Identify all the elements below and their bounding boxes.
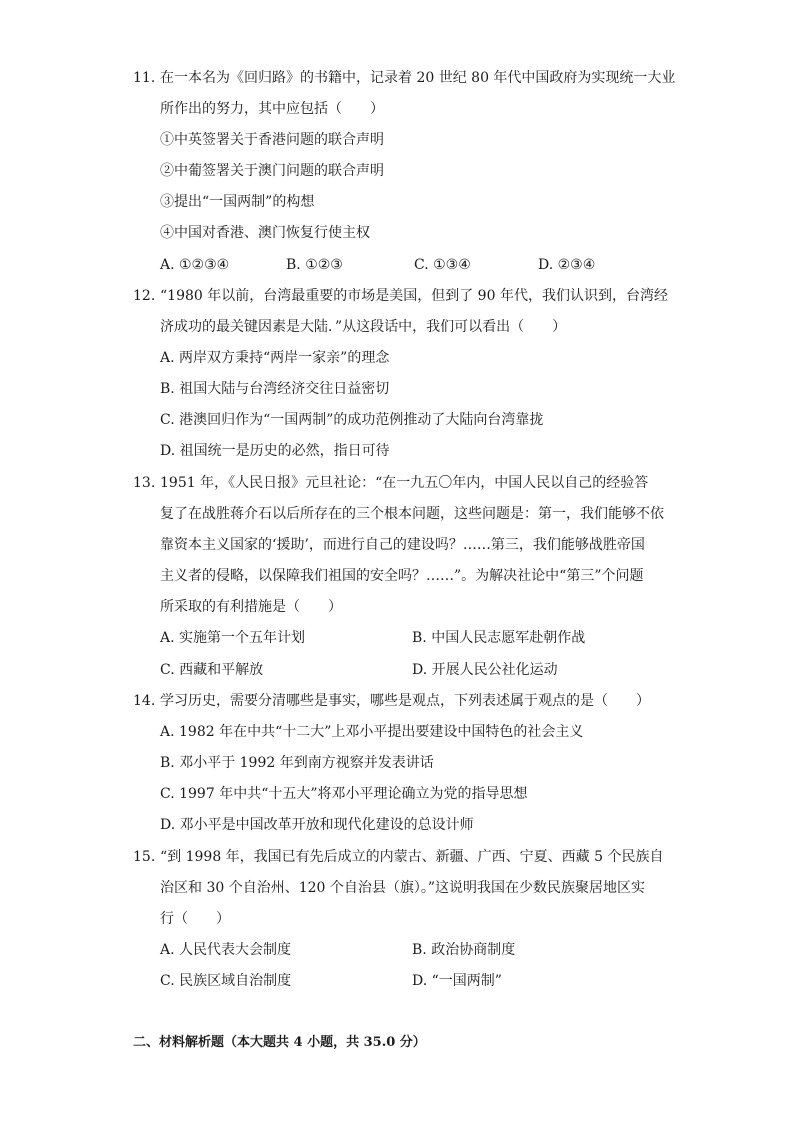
option-a[interactable]: A. 两岸双方秉持“两岸一家亲”的理念: [160, 350, 390, 366]
question-number: 13.: [133, 475, 156, 491]
option-c[interactable]: C. 西藏和平解放: [160, 662, 264, 678]
question-text: 所采取的有利措施是（ ）: [160, 599, 342, 615]
question-text: 复了在战胜蒋介石以后所存在的三个根本问题，这些问题是：第一，我们能够不依: [160, 506, 664, 522]
option-d[interactable]: D. ②③④: [538, 257, 596, 273]
option-b[interactable]: B. 中国人民志愿军赴朝作战: [412, 630, 586, 646]
question-text: 靠资本主义国家的‘援助’，而进行自己的建设吗？……第三，我们能够战胜帝国: [160, 537, 645, 553]
question-number: 15.: [133, 849, 156, 865]
section-title: 二、材料解析题（本大题共 4 小题，共 35.0 分）: [133, 1035, 426, 1050]
option-c[interactable]: C. 港澳回归作为“一国两制”的成功范例推动了大陆向台湾靠拢: [160, 412, 544, 428]
option-a[interactable]: A. 人民代表大会制度: [160, 942, 292, 958]
question-text: 行（ ）: [160, 911, 230, 927]
option-c[interactable]: C. 民族区域自治制度: [160, 973, 292, 989]
option-a[interactable]: A. 实施第一个五年计划: [160, 630, 306, 646]
option-b[interactable]: B. 政治协商制度: [412, 942, 516, 958]
question-text: 所作出的努力，其中应包括（ ）: [160, 101, 384, 117]
statement-item: ③提出“一国两制”的构想: [160, 194, 315, 210]
statement-item: ②中葡签署关于澳门问题的联合声明: [160, 163, 384, 179]
option-d[interactable]: D. 邓小平是中国改革开放和现代化建设的总设计师: [160, 817, 474, 833]
question-number: 12.: [133, 288, 156, 304]
question-text: “1980 年以前，台湾最重要的市场是美国，但到了 90 年代，我们认识到，台湾经: [160, 288, 668, 304]
statement-item: ①中英签署关于香港问题的联合声明: [160, 132, 384, 148]
option-b[interactable]: B. 祖国大陆与台湾经济交往日益密切: [160, 381, 390, 397]
option-a[interactable]: A. 1982 年在中共“十二大”上邓小平提出要建设中国特色的社会主义: [160, 724, 584, 740]
option-c[interactable]: C. 1997 年中共“十五大”将邓小平理论确立为党的指导思想: [160, 786, 528, 802]
statement-item: ④中国对香港、澳门恢复行使主权: [160, 225, 370, 241]
option-b[interactable]: B. ①②③: [286, 257, 343, 273]
question-text: 学习历史，需要分清哪些是事实，哪些是观点，下列表述属于观点的是（ ）: [160, 693, 650, 709]
question-text: 在一本名为《回归路》的书籍中，记录着 20 世纪 80 年代中国政府为实现统一大业: [160, 70, 676, 86]
question-text: 1951 年，《人民日报》元旦社论：“在一九五〇年内，中国人民以自己的经验答: [160, 475, 649, 491]
question-text: “到 1998 年，我国已有先后成立的内蒙古、新疆、广西、宁夏、西藏 5 个民族自: [160, 849, 664, 865]
option-b[interactable]: B. 邓小平于 1992 年到南方视察并发表讲话: [160, 755, 434, 771]
option-d[interactable]: D. 开展人民公社化运动: [412, 662, 558, 678]
option-a[interactable]: A. ①②③④: [160, 257, 230, 273]
question-number: 14.: [133, 693, 156, 709]
option-d[interactable]: D. “一国两制”: [412, 973, 502, 989]
question-text: 主义者的侵略，以保障我们祖国的安全吗？……”。为解决社论中“第三”个问题: [160, 568, 644, 584]
option-c[interactable]: C. ①③④: [414, 257, 471, 273]
question-text: 济成功的最关键因素是大陆．”从这段话中，我们可以看出（ ）: [160, 319, 567, 335]
question-text: 治区和 30 个自治州、120 个自治县（旗）。”这说明我国在少数民族聚居地区实: [160, 880, 646, 896]
question-number: 11.: [133, 70, 156, 86]
option-d[interactable]: D. 祖国统一是历史的必然，指日可待: [160, 443, 390, 459]
